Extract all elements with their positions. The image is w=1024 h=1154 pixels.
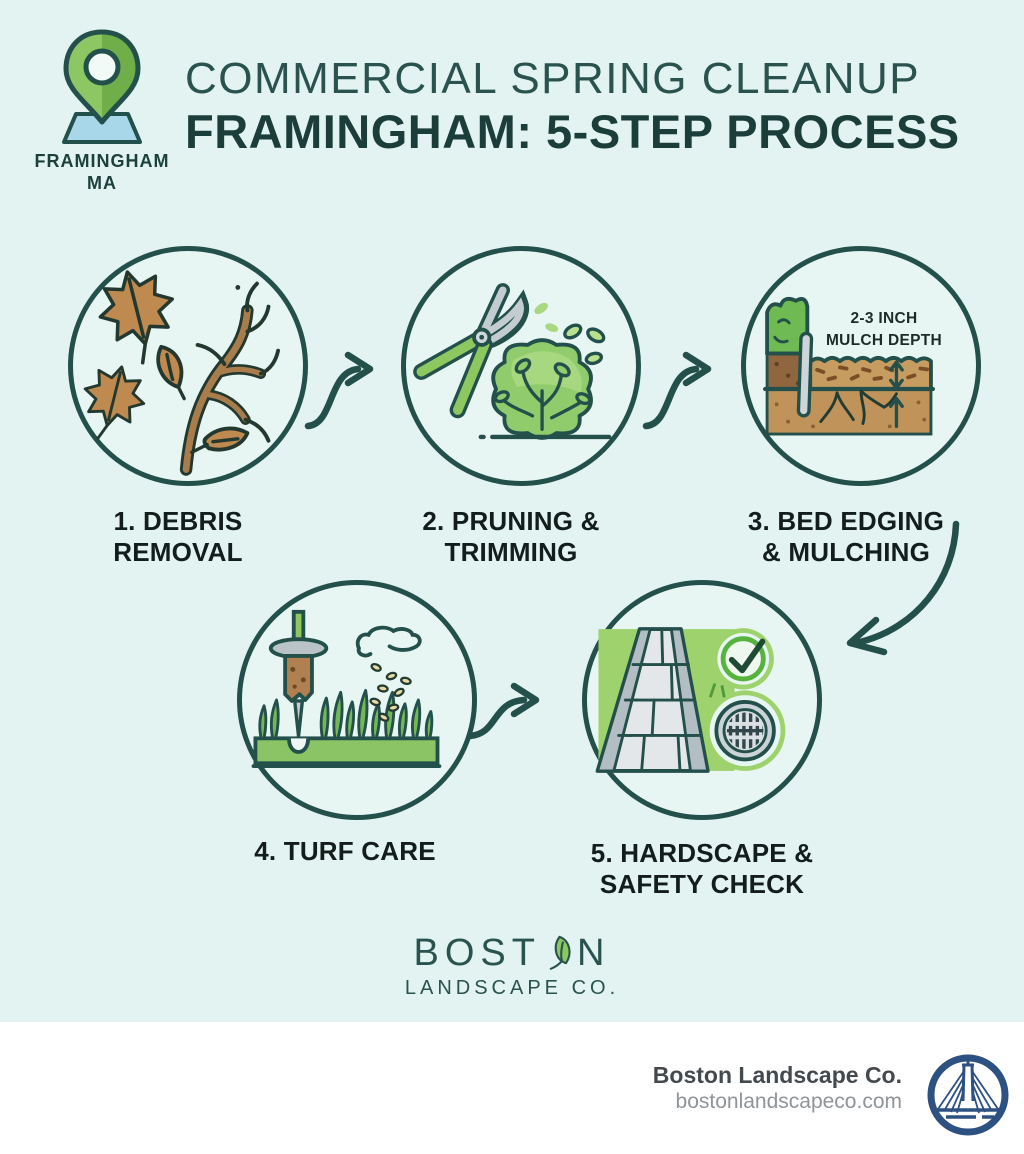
brand-subline: LANDSCAPE CO. <box>404 977 620 999</box>
mulch-depth-line-2: MULCH DEPTH <box>825 332 943 349</box>
flow-arrow-icon-2 <box>638 338 730 434</box>
step-5-label-line-2: SAFETY CHECK <box>599 869 805 899</box>
brand-logo <box>0 933 1024 1000</box>
step-2-circle <box>401 246 641 486</box>
footer-company-name: Boston Landscape Co. <box>652 1062 902 1088</box>
map-pin-icon-svg <box>52 26 152 148</box>
mulch-depth-annotation <box>812 308 956 352</box>
location-label <box>8 150 196 194</box>
page-title <box>185 54 1005 158</box>
map-pin-icon <box>52 26 152 148</box>
step-1-label-line-1: 1. DEBRIS <box>113 506 243 536</box>
step-5-label <box>572 838 832 900</box>
zakim-bridge-logo-svg <box>926 1051 1010 1137</box>
footer-website: bostonlandscapeco.com <box>675 1090 902 1113</box>
step-3-label-line-1: 3. BED EDGING <box>747 506 945 536</box>
location-state: MA <box>87 173 117 193</box>
bed-edging-mulch-icon <box>746 251 976 481</box>
step-5-label-line-1: 5. HARDSCAPE & <box>590 838 814 868</box>
location-city: FRAMINGHAM <box>34 151 170 171</box>
pruning-shears-bush-icon <box>406 251 636 481</box>
paver-path-drain-check-icon <box>587 585 817 815</box>
title-line-1: COMMERCIAL SPRING CLEANUP <box>185 54 921 103</box>
step-1-circle <box>68 246 308 486</box>
title-line-2: FRAMINGHAM: 5-STEP PROCESS <box>185 105 960 158</box>
step-4-circle <box>237 580 477 820</box>
flow-arrow-icon-3 <box>462 660 562 746</box>
step-3-circle <box>741 246 981 486</box>
step-1-label <box>58 506 298 568</box>
leaf-icon <box>542 934 574 970</box>
step-2-label-line-1: 2. PRUNING & <box>422 506 600 536</box>
autumn-leaves-branch-icon <box>73 251 303 481</box>
step-2-label-line-2: TRIMMING <box>444 537 578 567</box>
flow-arrow-icon-4 <box>830 518 970 668</box>
zakim-bridge-logo-icon <box>926 1051 1010 1137</box>
step-3-label-line-2: & MULCHING <box>761 537 931 567</box>
footer-text <box>653 1062 902 1114</box>
step-4-label-line-1: 4. TURF CARE <box>254 836 436 866</box>
brand-word-start: BOST <box>413 932 541 974</box>
mulch-depth-line-1: 2-3 INCH <box>850 310 918 327</box>
step-5-circle <box>582 580 822 820</box>
brand-wordmark <box>414 933 611 973</box>
step-1-label-line-2: REMOVAL <box>113 537 243 567</box>
step-4-label <box>225 836 465 867</box>
lawn-aeration-seeding-icon <box>242 585 472 815</box>
brand-word-end: N <box>577 932 611 974</box>
flow-arrow-icon-1 <box>300 338 392 434</box>
step-2-label <box>391 506 631 568</box>
